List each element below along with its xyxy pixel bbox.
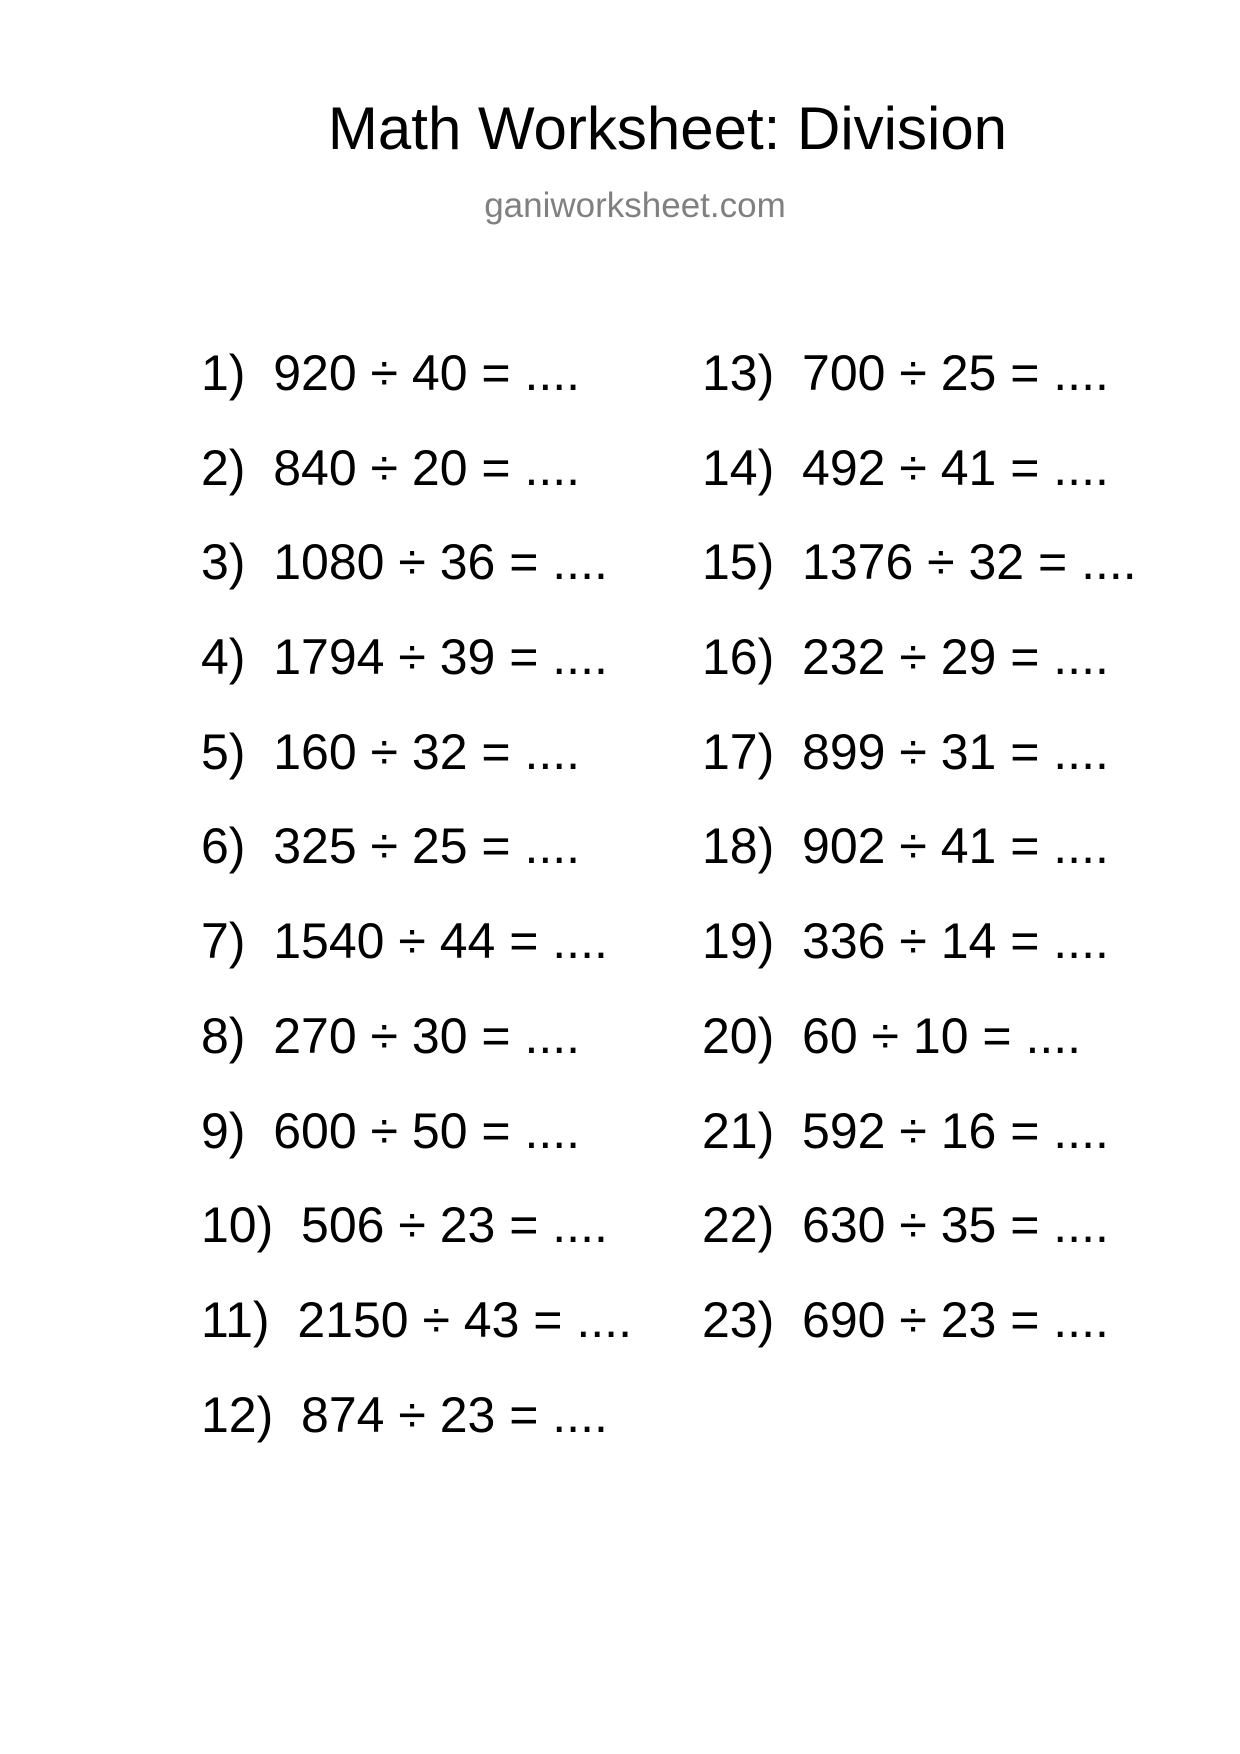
problem-column-left <box>201 343 632 1479</box>
problem-5: 5) 160 ÷ 32 = .... <box>201 723 581 780</box>
problem-17: 17) 899 ÷ 31 = .... <box>702 723 1109 780</box>
problem-14: 14) 492 ÷ 41 = .... <box>702 439 1109 496</box>
problem-3: 3) 1080 ÷ 36 = .... <box>201 534 608 591</box>
problem-16: 16) 232 ÷ 29 = .... <box>702 629 1109 686</box>
problem-9: 9) 600 ÷ 50 = .... <box>201 1102 581 1159</box>
page-title: Math Worksheet: Division <box>327 95 1008 162</box>
problem-10: 10) 506 ÷ 23 = .... <box>201 1197 608 1254</box>
problem-21: 21) 592 ÷ 16 = .... <box>702 1102 1109 1159</box>
problem-11: 11) 2150 ÷ 43 = .... <box>201 1291 632 1348</box>
problem-15: 15) 1376 ÷ 32 = .... <box>702 534 1137 591</box>
problem-column-right <box>702 343 1137 1385</box>
problem-7: 7) 1540 ÷ 44 = .... <box>201 913 608 970</box>
problem-6: 6) 325 ÷ 25 = .... <box>201 818 581 875</box>
problem-2: 2) 840 ÷ 20 = .... <box>201 439 581 496</box>
problem-13: 13) 700 ÷ 25 = .... <box>702 345 1109 401</box>
problem-4: 4) 1794 ÷ 39 = .... <box>201 629 608 686</box>
website-subtitle: ganiworksheet.com <box>484 186 786 225</box>
problem-8: 8) 270 ÷ 30 = .... <box>201 1007 581 1064</box>
problem-18: 18) 902 ÷ 41 = .... <box>702 818 1109 875</box>
problem-12: 12) 874 ÷ 23 = .... <box>201 1386 608 1443</box>
problem-23: 23) 690 ÷ 23 = .... <box>702 1291 1109 1348</box>
problem-1: 1) 920 ÷ 40 = .... <box>201 345 581 401</box>
problem-22: 22) 630 ÷ 35 = .... <box>702 1197 1109 1254</box>
problem-19: 19) 336 ÷ 14 = .... <box>702 913 1109 970</box>
problem-20: 20) 60 ÷ 10 = .... <box>702 1007 1082 1064</box>
